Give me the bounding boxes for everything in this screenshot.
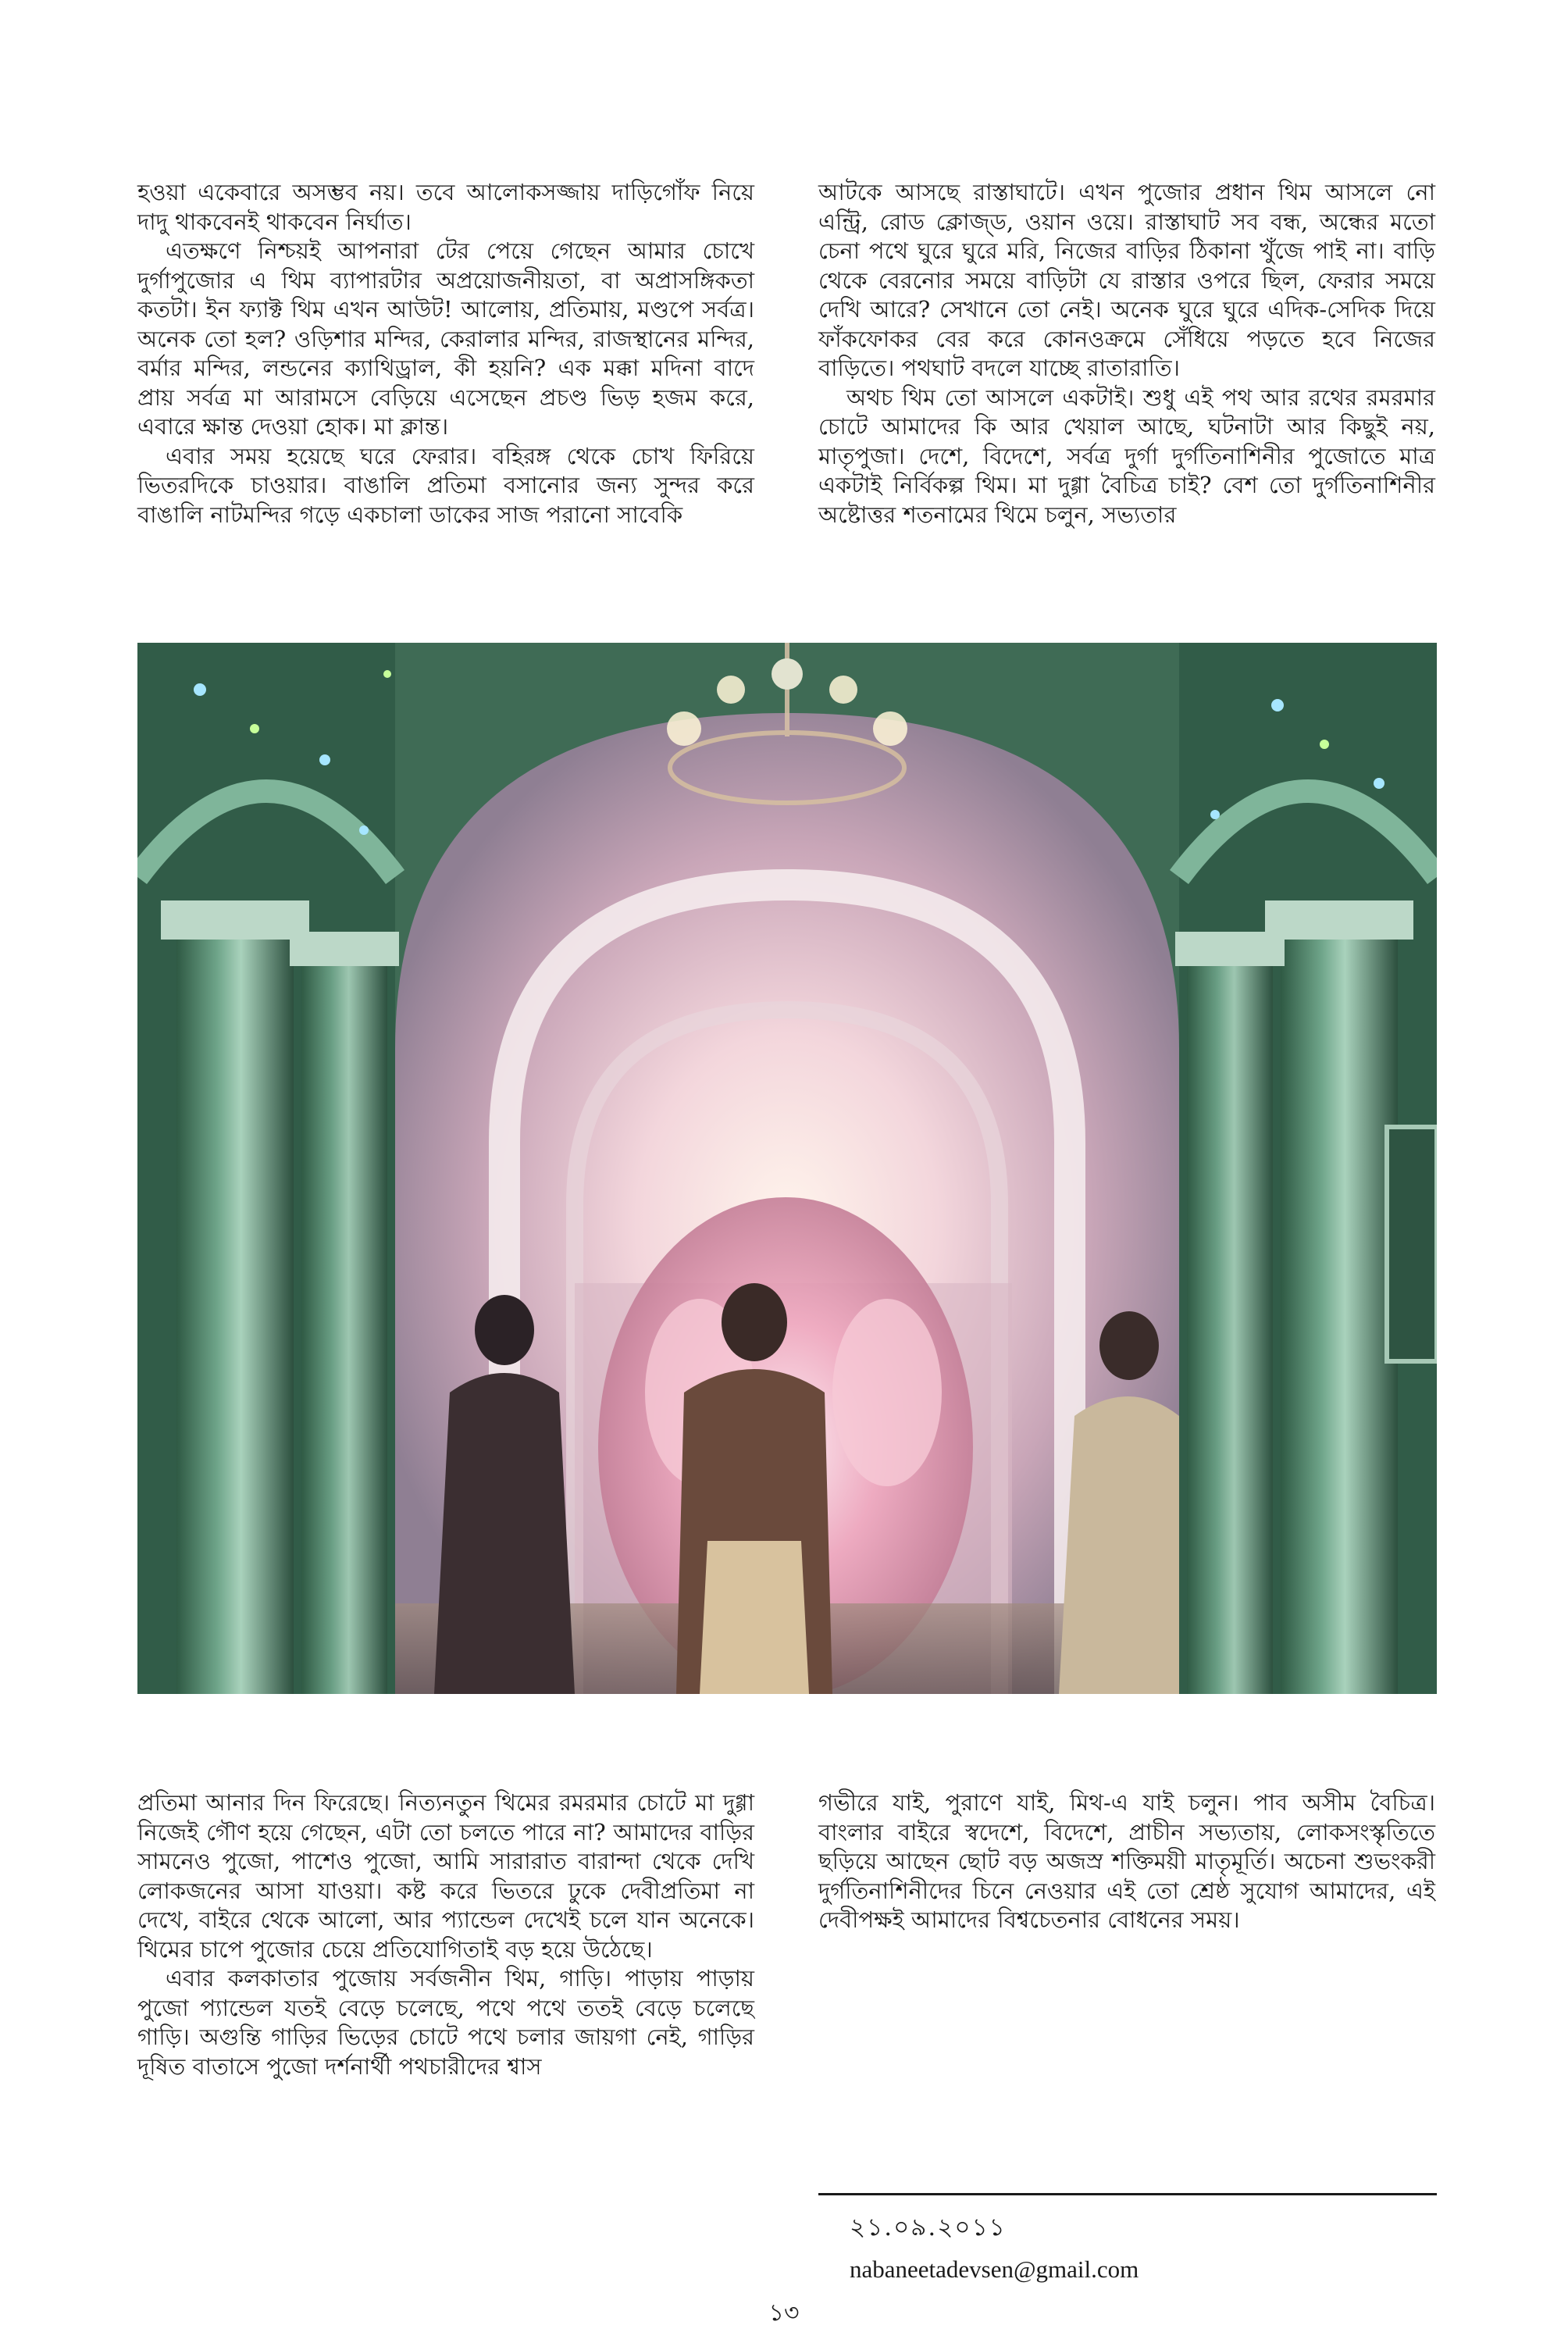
text-column-top-right (818, 178, 1435, 530)
paragraph: এবার কলকাতার পুজোয় সর্বজনীন থিম, গাড়ি। পাড়ায় পাড়ায় পুজো প্যান্ডেল যতই বেড়ে চলেছে, পথে পথে ততই বেড়ে চলেছে গাড়ি। অগুন্তি গাড়ির ভিড়ের চোটে পথে চলার জায়গা নেই, গাড়ির দূষিত বাতাসে পুজো দর্শনার্থী পথচারীদের শ্বাস (137, 1965, 754, 2080)
paragraph: গভীরে যাই, পুরাণে যাই, মিথ-এ যাই চলুন। পাব অসীম বৈচিত্র। বাংলার বাইরে স্বদেশে, বিদেশে, প্রাচীন সভ্যতায়, লোকসংস্কৃতিতে ছড়িয়ে আছেন ছোট বড় অজস্র শক্তিময়ী মাতৃমূর্তি। অচেনা শুভংকরী দুর্গতিনাশিনীদের চিনে নেওয়ার এই তো শ্রেষ্ঠ সুযোগ আমাদের, এই দেবীপক্ষই আমাদের বিশ্বচেতনার বোধনের সময়। (818, 1789, 1435, 1933)
paragraph: প্রতিমা আনার দিন ফিরেছে। নিত্যনতুন থিমের রমরমার চোটে মা দুগ্গা নিজেই গৌণ হয়ে গেছেন, এটা তো চলতে পারে না? আমাদের বাড়ির সামনেও পুজো, পাশেও পুজো, আমি সারারাত বারান্দা থেকে দেখি লোকজনের আসা যাওয়া। কষ্ট করে ভিতরে ঢুকে দেবীপ্রতিমা না দেখে, বাইরে থেকে আলো, আর প্যান্ডেল দেখেই চলে যান অনেকে। থিমের চাপে পুজোর চেয়ে প্রতিযোগিতাই বড় হয়ে উঠেছে। (137, 1789, 754, 1963)
paragraph: আটকে আসছে রাস্তাঘাটে। এখন পুজোর প্রধান থিম আসলে নো এন্ট্রি, রোড ক্লোজ্‌ড, ওয়ান ওয়ে। রাস্তাঘাট সব বন্ধ, অন্ধের মতো চেনা পথে ঘুরে ঘুরে মরি, নিজের বাড়ির ঠিকানা খুঁজে পাই না। বাড়ি থেকে বেরনোর সময়ে বাড়িটা যে রাস্তার ওপরে ছিল, ফেরার সময়ে দেখি আরে? সেখানে তো নেই। অনেক ঘুরে ঘুরে এদিক-সেদিক দিয়ে ফাঁকফোকর বের করে কোনওক্রমে সেঁধিয়ে পড়তে হবে নিজের বাড়িতে। পথঘাট বদলে যাচ্ছে রাতারাতি। (818, 179, 1435, 381)
paragraph: এতক্ষণে নিশ্চয়ই আপনারা টের পেয়ে গেছেন আমার চোখে দুর্গাপুজোর এ থিম ব্যাপারটার অপ্রয়োজনীয়তা, বা অপ্রাসঙ্গিকতা কতটা। ইন ফ্যাক্ট থিম এখন আউট! আলোয়, প্রতিমায়, মণ্ডপে সর্বত্র। অনেক তো হল? ওড়িশার মন্দির, কেরালার মন্দির, রাজস্থানের মন্দির, বর্মার মন্দির, লন্ডনের ক্যাথিড্রাল, কী হয়নি? এক মক্কা মদিনা বাদে প্রায় সর্বত্র মা আরামসে বেড়িয়ে এসেছেন প্রচণ্ড ভিড় হজম করে, এবারে ক্ষান্ত দেওয়া হোক। মা ক্লান্ত। (137, 237, 754, 440)
paragraph: অথচ থিম তো আসলে একটাই। শুধু এই পথ আর রথের রমরমার চোটে আমাদের কি আর খেয়াল আছে, ঘটনাটা আর কিছুই নয়, মাতৃপুজা। দেশে, বিদেশে, সর্বত্র দুর্গা দুর্গতিনাশিনীর পুজোতে মাত্র একটাই নির্বিকল্প থিম। মা দুগ্গা বৈচিত্র চাই? বেশ তো দুর্গতিনাশিনীর অষ্টোত্তর শতনামের থিমে চলুন, সভ্যতার (818, 383, 1435, 528)
signature-divider (818, 2193, 1437, 2195)
temple-photo (137, 643, 1437, 1694)
author-email[interactable]: nabaneetadevsen@gmail.com (850, 2256, 1139, 2283)
text-column-top-left (137, 178, 754, 530)
paragraph: এবার সময় হয়েছে ঘরে ফেরার। বহিরঙ্গ থেকে চোখ ফিরিয়ে ভিতরদিকে চাওয়ার। বাঙালি প্রতিমা বসানোর জন্য সুন্দর করে বাঙালি নাটমন্দির গড়ে একচালা ডাকের সাজ পরানো সাবেকি (137, 442, 754, 528)
page-number: ১৩ (768, 2299, 800, 2327)
paragraph: হওয়া একেবারে অসম্ভব নয়। তবে আলোকসজ্জায় দাড়িগোঁফ নিয়ে দাদু থাকবেনই থাকবেন নির্ঘাত। (137, 179, 754, 235)
text-column-bottom-left (137, 1788, 754, 2081)
signature-date: ২১.০৯.২০১১ (850, 2213, 1007, 2241)
text-column-bottom-right (818, 1788, 1435, 1935)
temple-interior-image (137, 643, 1437, 1694)
